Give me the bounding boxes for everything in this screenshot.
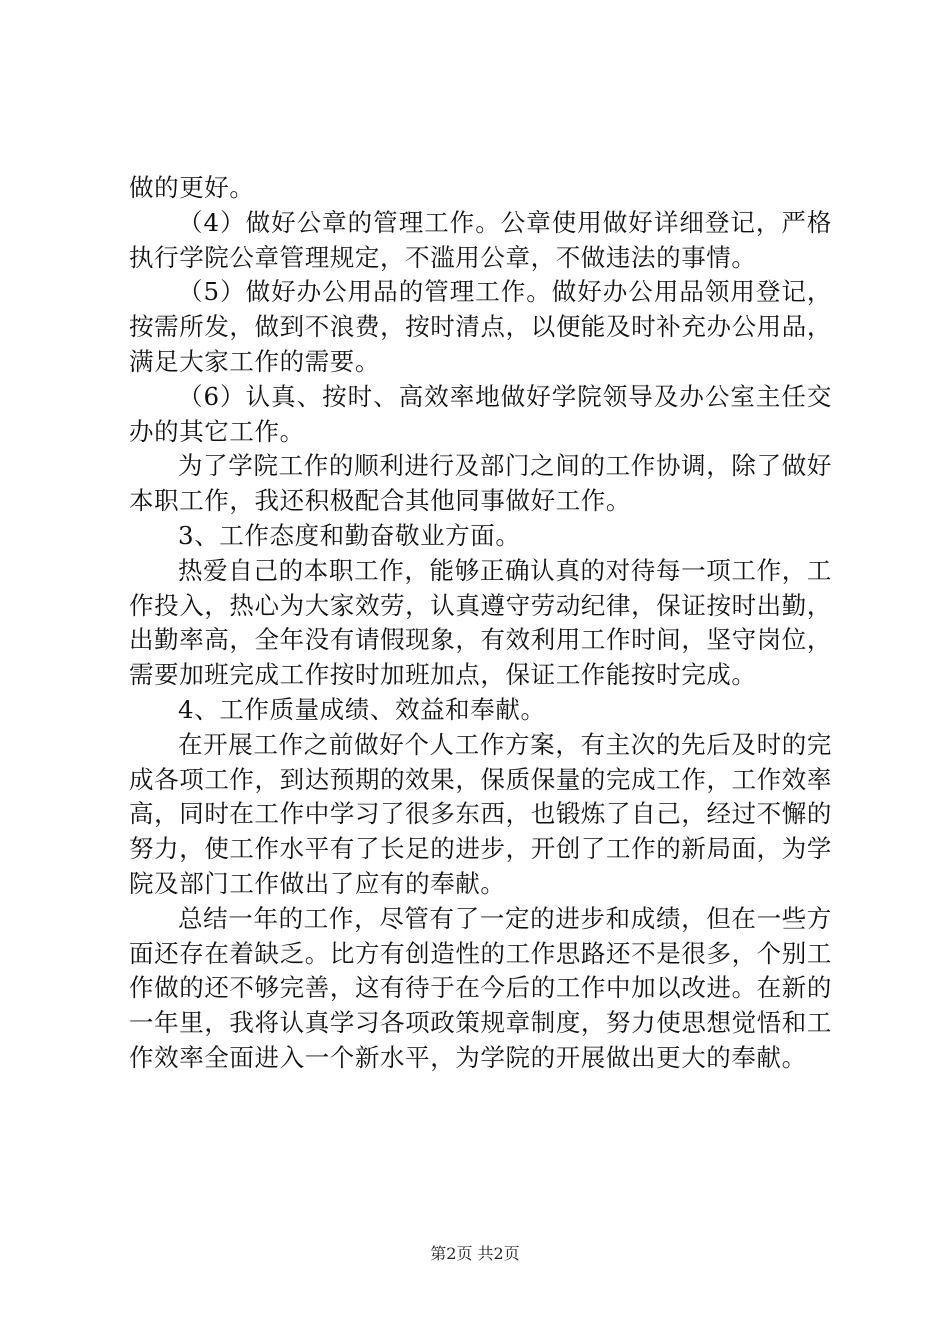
paragraph-continuation: 做的更好。 xyxy=(129,173,255,202)
paragraph-item-4: （4）做好公章的管理工作。公章使用做好详细登记，严格执行学院公章管理规定，不滥用公章，不做违法的事情。 xyxy=(129,207,832,272)
paragraph-item-5: （5）做好办公用品的管理工作。做好办公用品领用登记，按需所发，做到不浪费，按时清点，以便能及时补充办公用品，满足大家工作的需要。 xyxy=(129,277,832,376)
paragraph-coordination: 为了学院工作的顺利进行及部门之间的工作协调，除了做好本职工作，我还积极配合其他同事做好工作。 xyxy=(129,451,832,516)
paragraph-item-6: （6）认真、按时、高效率地做好学院领导及办公室主任交办的其它工作。 xyxy=(129,381,832,446)
paragraph-quality: 在开展工作之前做好个人工作方案，有主次的先后及时的完成各项工作，到达预期的效果，保质保量的完成工作，工作效率高，同时在工作中学习了很多东西，也锻炼了自己，经过不懈的努力，使工作水平有了长足的进步，开创了工作的新局面，为学院及部门工作做出了应有的奉献。 xyxy=(129,729,832,898)
page-number-footer: 第2页 共2页 xyxy=(430,1244,520,1263)
section-heading-4: 4、工作质量成绩、效益和奉献。 xyxy=(178,694,546,724)
document-body xyxy=(129,171,832,1076)
paragraph-summary: 总结一年的工作，尽管有了一定的进步和成绩，但在一些方面还存在着缺乏。比方有创造性的工作思路还不是很多，个别工作做的还不够完善，这有待于在今后的工作中加以改进。在新的一年里，我将认真学习各项政策规章制度，努力使思想觉悟和工作效率全面进入一个新水平，为学院的开展做出更大的奉献。 xyxy=(129,903,832,1072)
paragraph-attitude: 热爱自己的本职工作，能够正确认真的对待每一项工作，工作投入，热心为大家效劳，认真遵守劳动纪律，保证按时出勤，出勤率高，全年没有请假现象，有效利用工作时间，坚守岗位，需要加班完成工作按时加班加点，保证工作能按时完成。 xyxy=(129,555,832,690)
section-heading-3: 3、工作态度和勤奋敬业方面。 xyxy=(178,520,521,550)
